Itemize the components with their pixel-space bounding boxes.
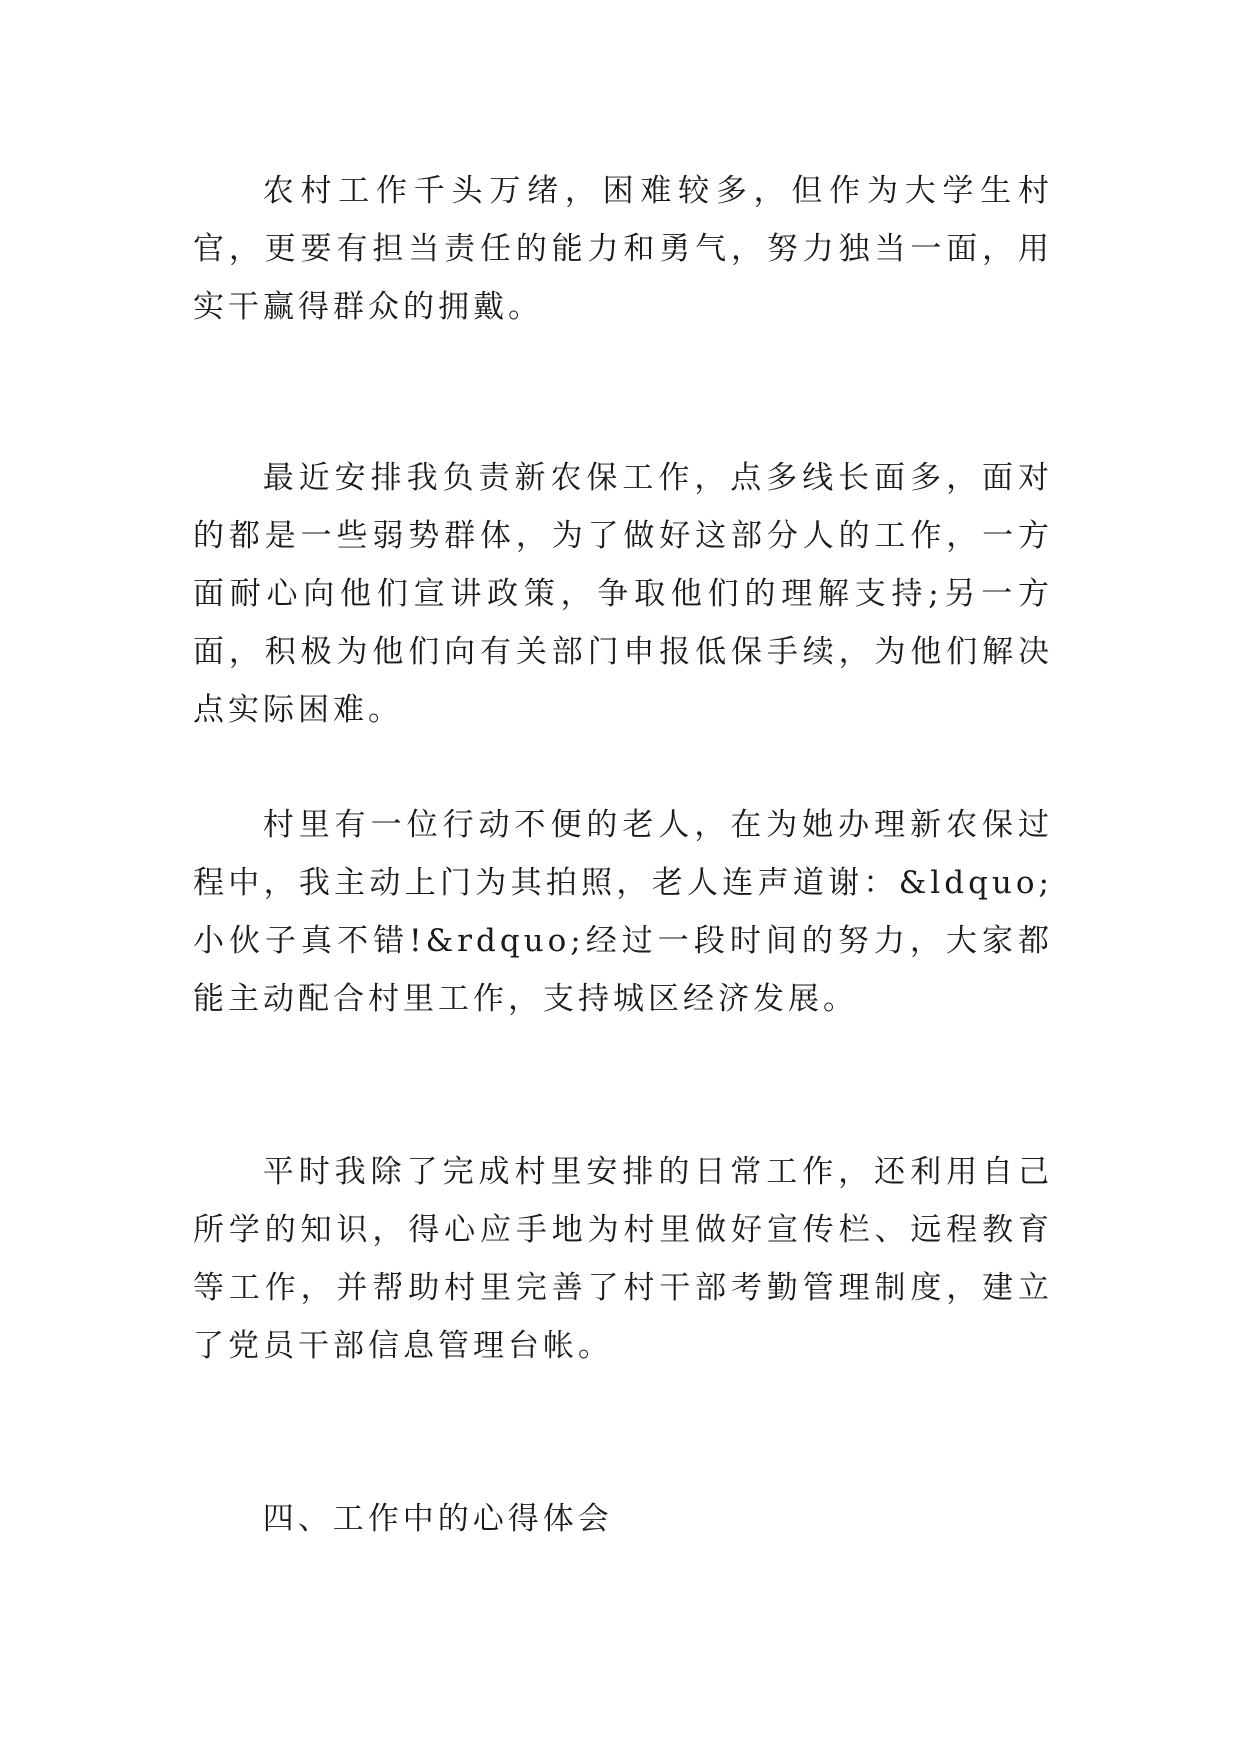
paragraph-1: 农村工作千头万绪，困难较多，但作为大学生村官，更要有担当责任的能力和勇气，努力独当一面，用实干赢得群众的拥戴。 xyxy=(193,173,1053,325)
paragraph-2: 最近安排我负责新农保工作，点多线长面多，面对的都是一些弱势群体，为了做好这部分人的工作，一方面耐心向他们宣讲政策，争取他们的理解支持;另一方面，积极为他们向有关部门申报低保手续，为他们解决点实际困难。 xyxy=(193,460,1053,728)
section-heading: 四、工作中的心得体会 xyxy=(262,1501,613,1537)
paragraph-4: 平时我除了完成村里安排的日常工作，还利用自己所学的知识，得心应手地为村里做好宣传栏、远程教育等工作，并帮助村里完善了村干部考勤管理制度，建立了党员干部信息管理台帐。 xyxy=(193,1154,1053,1364)
paragraph-3: 村里有一位行动不便的老人，在为她办理新农保过程中，我主动上门为其拍照，老人连声道谢：&ldquo;小伙子真不错!&rdquo;经过一段时间的努力，大家都能主动配合村里工作，支持城区经济发展。 xyxy=(193,807,1053,1017)
